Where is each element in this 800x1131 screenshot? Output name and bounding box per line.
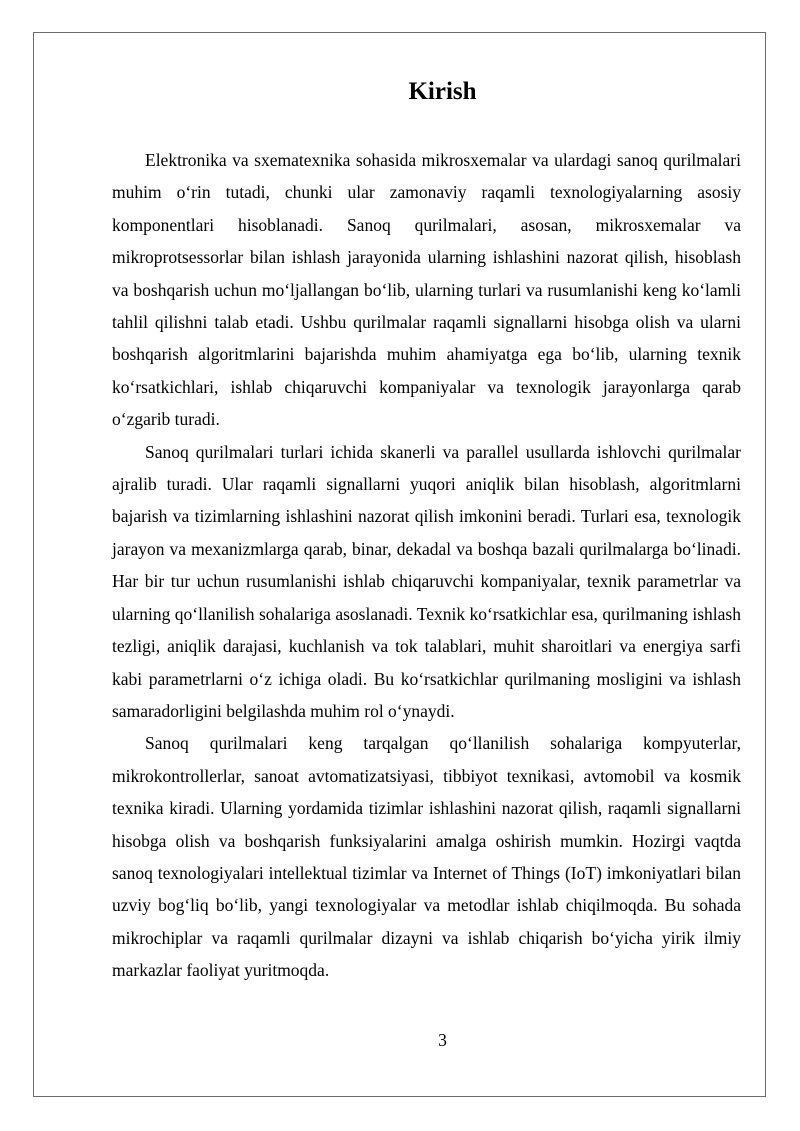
page-number: 3	[438, 1030, 447, 1050]
paragraph-2: Sanoq qurilmalari turlari ichida skanerli va parallel usullarda ishlovchi qurilmalar ajralib turadi. Ular raqamli signallarni yuqori aniqlik bilan hisoblash, algoritmlarni bajarish va tizimlarning ishlashini nazorat qilish imkonini beradi. Turlari esa, texnologik jarayon va mexanizmlarga qarab, binar, dekadal va boshqa bazali qurilmalarga bo‘linadi. Har bir tur uchun rusumlanishi ishlab chiqaruvchi kompaniyalar, texnik parametrlar va ularning qo‘llanilish sohalariga asoslanadi. Texnik ko‘rsatkichlar esa, qurilmaning ishlash tezligi, aniqlik darajasi, kuchlanish va tok talablari, muhit sharoitlari va energiya sarfi kabi parametrlarni o‘z ichiga oladi. Bu ko‘rsatkichlar qurilmaning mosligini va ishlash samaradorligini belgilashda muhim rol o‘ynaydi.	[112, 441, 741, 721]
body-text	[112, 144, 741, 987]
page-title: Kirish	[408, 78, 477, 105]
paragraph-1: Elektronika va sxematexnika sohasida mikrosxemalar va ulardagi sanoq qurilmalari muhim o‘rin tutadi, chunki ular zamonaviy raqamli texnologiyalarning asosiy komponentlari hisoblanadi. Sanoq qurilmalari, asosan, mikrosxemalar va mikroprotsessorlar bilan ishlash jarayonida ularning ishlashini nazorat qilish, hisoblash va boshqarish uchun mo‘ljallangan bo‘lib, ularning turlari va rusumlanishi keng ko‘lamli tahlil qilishni talab etadi. Ushbu qurilmalar raqamli signallarni hisobga olish va ularni boshqarish algoritmlarini bajarishda muhim ahamiyatga ega bo‘lib, ularning texnik ko‘rsatkichlari, ishlab chiqaruvchi kompaniyalar va texnologik jarayonlarga qarab o‘zgarib turadi.	[112, 150, 741, 430]
paragraph-3: Sanoq qurilmalari keng tarqalgan qo‘llanilish sohalariga kompyuterlar, mikrokontrollerlar, sanoat avtomatizatsiyasi, tibbiyot texnikasi, avtomobil va kosmik texnika kiradi. Ularning yordamida tizimlar ishlashini nazorat qilish, raqamli signallarni hisobga olish va boshqarish funksiyalarini amalga oshirish mumkin. Hozirgi vaqtda sanoq texnologiyalari intellektual tizimlar va Internet of Things (IoT) imkoniyatlari bilan uzviy bog‘liq bo‘lib, yangi texnologiyalar va metodlar ishlab chiqilmoqda. Bu sohada mikrochiplar va raqamli qurilmalar dizayni va ishlab chiqarish bo‘yicha yirik ilmiy markazlar faoliyat yuritmoqda.	[112, 733, 741, 981]
